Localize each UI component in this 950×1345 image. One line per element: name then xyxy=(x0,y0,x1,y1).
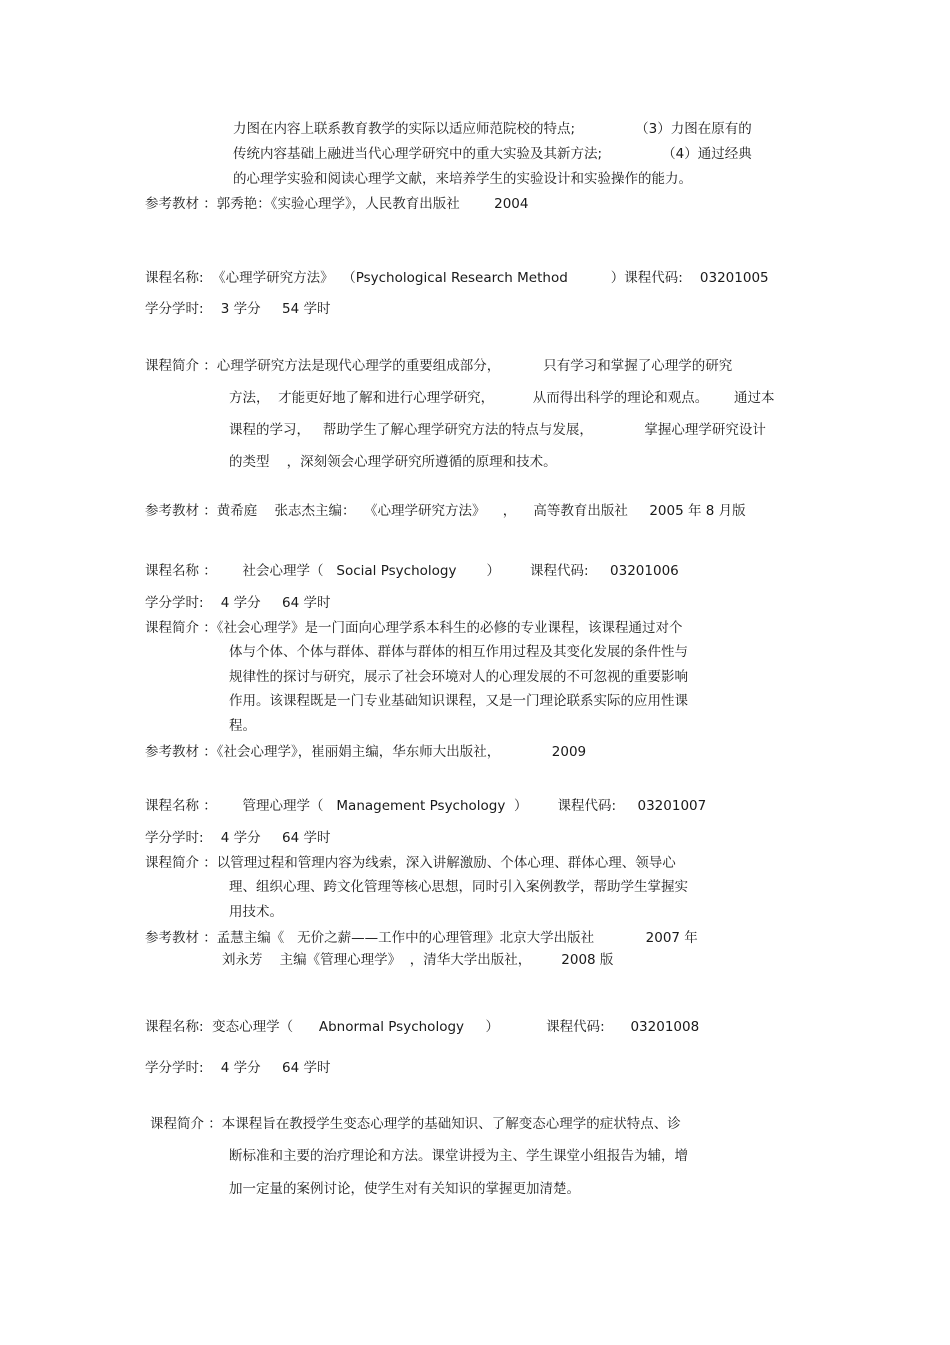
reference-text: 刘永芳 主编《管理心理学》 ，清华大学出版社， 2008 版 xyxy=(222,952,614,968)
reference-text: 参考教材 ：孟慧主编《 无价之薪——工作中的心理管理》北京大学出版社 2007 年 xyxy=(145,930,698,946)
course-credits: 学分学时: 4 学分 64 学时 xyxy=(145,595,331,611)
course-intro-line: 理、组织心理、跨文化管理等核心思想，同时引入案例教学，帮助学生掌握实 xyxy=(229,879,688,895)
reference-text: 参考教材 ：郭秀艳：《实验心理学》，人民教育出版社 2004 xyxy=(145,196,529,212)
course-name: 课程名称 ： 社会心理学（ Social Psychology ） 课程代码: 03201006 xyxy=(145,563,679,579)
course-intro-line: 规律性的探讨与研究，展示了社会环境对人的心理发展的不可忽视的重要影响 xyxy=(229,669,688,685)
course-name: 课程名称: 变态心理学（ Abnormal Psychology ） 课程代码: 03201008 xyxy=(145,1019,700,1035)
course-intro-line: 加一定量的案例讨论，使学生对有关知识的掌握更加清楚。 xyxy=(229,1181,580,1197)
course-intro-line: 程。 xyxy=(229,718,256,734)
intro-line: 传统内容基础上融进当代心理学研究中的重大实验及其新方法; （4）通过经典 xyxy=(233,146,752,162)
course-credits: 学分学时: 4 学分 64 学时 xyxy=(145,1060,331,1076)
course-intro-line: 课程的学习， 帮助学生了解心理学研究方法的特点与发展， 掌握心理学研究设计 xyxy=(229,422,766,438)
reference-text: 参考教材 ：黄希庭 张志杰主编： 《心理学研究方法》 ， 高等教育出版社 2005 年 8 月版 xyxy=(145,503,746,519)
course-credits: 学分学时: 3 学分 54 学时 xyxy=(145,301,331,317)
course-intro-line: 课程简介 ：《社会心理学》是一门面向心理学系本科生的必修的专业课程，该课程通过对个 xyxy=(145,620,683,636)
course-intro-line: 方法， 才能更好地了解和进行心理学研究， 从而得出科学的理论和观点。 通过本 xyxy=(229,390,775,406)
reference-text: 参考教材 ：《社会心理学》，崔丽娟主编，华东师大出版社， 2009 xyxy=(145,744,587,760)
course-intro-line: 断标准和主要的治疗理论和方法。课堂讲授为主、学生课堂小组报告为辅，增 xyxy=(229,1148,688,1164)
course-name: 课程名称 ： 管理心理学（ Management Psychology ） 课程代码: 03201007 xyxy=(145,798,707,814)
course-intro-line: 课程简介 ：本课程旨在教授学生变态心理学的基础知识、了解变态心理学的症状特点、诊 xyxy=(150,1116,681,1132)
intro-line: 力图在内容上联系教育教学的实际以适应师范院校的特点; （3）力图在原有的 xyxy=(233,121,752,137)
course-intro-line: 课程简介 ：以管理过程和管理内容为线索，深入讲解激励、个体心理、群体心理、领导心 xyxy=(145,855,676,871)
intro-line: 的心理学实验和阅读心理学文献，来培养学生的实验设计和实验操作的能力。 xyxy=(233,171,692,187)
course-intro-line: 作用。该课程既是一门专业基础知识课程，又是一门理论联系实际的应用性课 xyxy=(229,693,688,709)
course-intro-line: 的类型 ，深刻领会心理学研究所遵循的原理和技术。 xyxy=(229,454,557,470)
course-intro-line: 课程简介 ：心理学研究方法是现代心理学的重要组成部分， 只有学习和掌握了心理学的研究 xyxy=(145,358,733,374)
course-name: 课程名称: 《心理学研究方法》 （Psychological Research Method ）课程代码: 03201005 xyxy=(145,270,769,286)
course-intro-line: 体与个体、个体与群体、群体与群体的相互作用过程及其变化发展的条件性与 xyxy=(229,644,688,660)
course-intro-line: 用技术。 xyxy=(229,904,283,920)
course-credits: 学分学时: 4 学分 64 学时 xyxy=(145,830,331,846)
